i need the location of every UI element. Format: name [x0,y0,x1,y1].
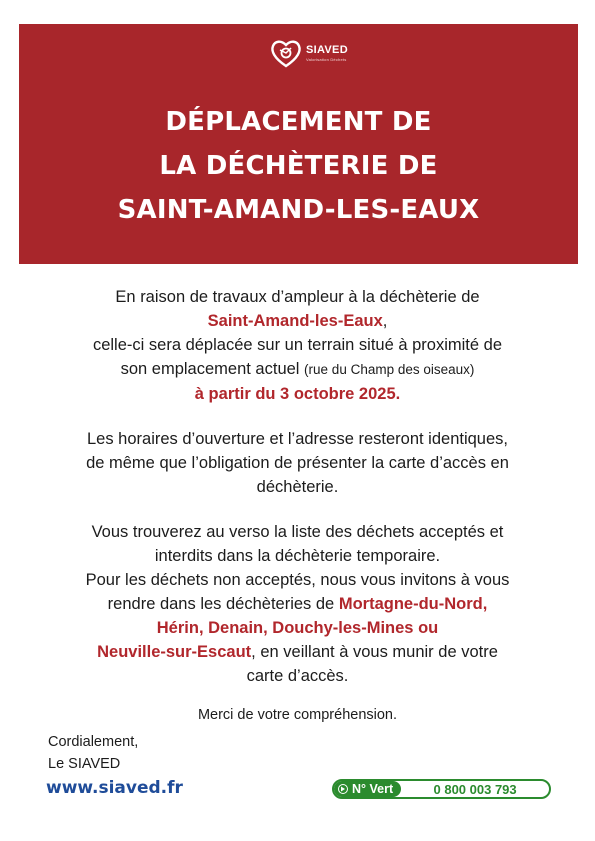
text-line: Pour les déchets non acceptés, nous vous invitons à vous [85,571,510,589]
highlight-place: Hérin, Denain, Douchy-les-Mines ou [156,619,439,637]
intro-paragraph [40,285,555,406]
page-title [19,100,578,232]
title-line: SAINT-AMAND-LES-EAUX [117,195,480,225]
text-fragment: , [382,312,388,330]
text-fragment: son emplacement actuel [120,360,305,378]
address-note: (rue du Champ des oiseaux) [304,362,475,377]
website-link[interactable]: www.siaved.fr [46,778,183,798]
text-fragment: , en veillant à vous munir de votre [251,643,498,661]
highlight-place: Neuville-sur-Escaut [97,643,252,661]
header-banner [19,24,578,264]
highlight-date: à partir du 3 octobre 2025. [194,385,401,403]
arrow-right-icon [338,784,348,794]
text-fragment: rendre dans les déchèteries de [107,595,339,613]
title-line: DÉPLACEMENT DE [165,107,432,137]
signature-name: Le SIAVED [48,756,121,772]
heart-logo-icon [270,38,302,68]
phone-number: 0 800 003 793 [433,781,517,797]
text-line: déchèterie. [256,478,339,496]
logo-tagline: Valorisation Déchets [306,56,347,62]
title-line: LA DÉCHÈTERIE DE [159,151,438,181]
text-line: interdits dans la déchèterie temporaire. [154,547,441,565]
siaved-logo [270,38,348,68]
text-line: Vous trouverez au verso la liste des déchets acceptés et [91,523,504,541]
text-line: Les horaires d’ouverture et l’adresse resteront identiques, [87,430,508,448]
hours-paragraph [40,427,555,499]
numero-vert-label: N° Vert [352,782,394,796]
signature [48,731,138,775]
text-line: carte d’accès. [246,667,349,685]
highlight-place: Mortagne-du-Nord, [338,595,488,613]
text-line: celle-ci sera déplacée sur un terrain situé à proximité de [92,336,503,354]
highlight-place: Saint-Amand-les-Eaux [207,312,383,330]
text-line: En raison de travaux d’ampleur à la déchèterie de [115,288,480,306]
thanks-line: Merci de votre compréhension. [197,707,398,723]
signature-greeting: Cordialement, [48,734,139,750]
text-line: de même que l’obligation de présenter la carte d’accès en [86,454,509,472]
logo-name: SIAVED [306,43,348,56]
numero-vert-label-pill [334,781,401,797]
alternatives-paragraph [40,520,555,688]
numero-vert-badge[interactable] [332,779,551,799]
